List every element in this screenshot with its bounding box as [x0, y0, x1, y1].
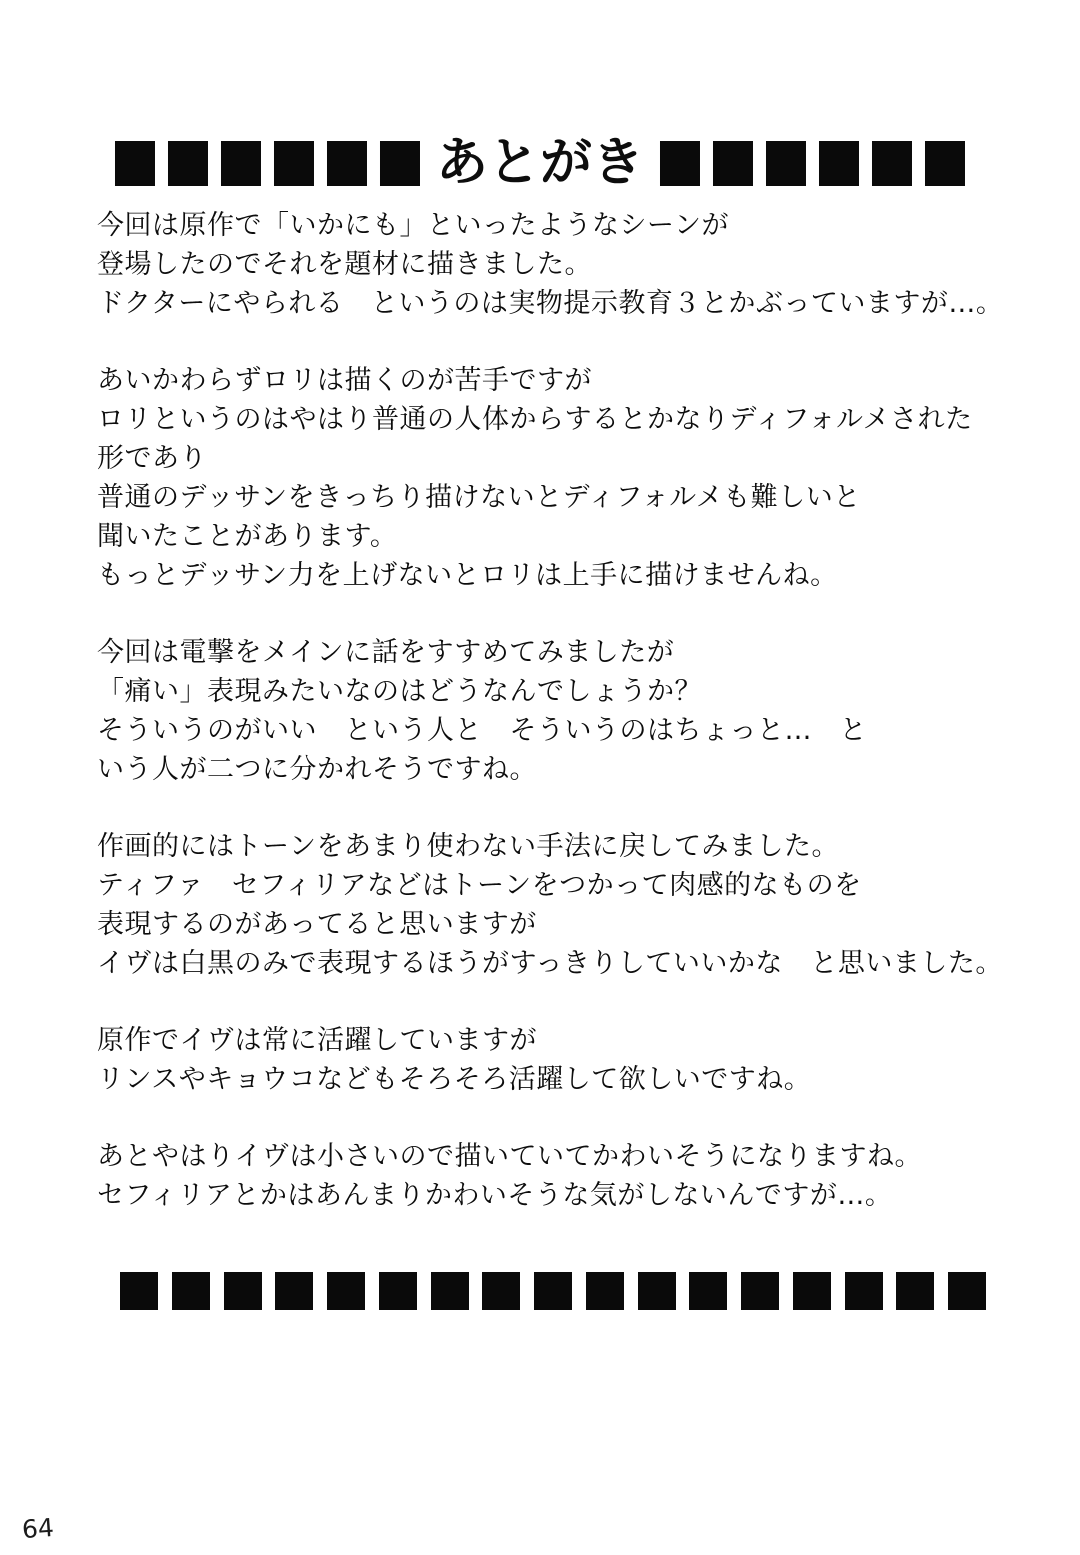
text-line: 原作でイヴは常に活躍していますが [97, 1025, 537, 1056]
page-title: あとがき [435, 133, 645, 193]
black-square-decoration [534, 1272, 572, 1310]
paragraph [97, 206, 1003, 323]
text-line: ドクターにやられる というのは実物提示教育３とかぶっていますが…。 [97, 288, 1004, 319]
paragraph [97, 827, 1003, 983]
black-square-decoration [168, 141, 208, 186]
text-line: ティファ セフィリアなどはトーンをつかって肉感的なものを [97, 870, 862, 901]
black-square-decoration [172, 1272, 210, 1310]
black-square-decoration [925, 141, 965, 186]
black-square-decoration [819, 141, 859, 186]
paragraph [97, 361, 1003, 595]
text-line: 普通のデッサンをきっちり描けないとディフォルメも難しいと [97, 482, 861, 513]
afterword-header [115, 133, 965, 193]
text-line: 聞いたことがあります。 [97, 521, 398, 552]
black-square-decoration [274, 141, 314, 186]
black-square-decoration [845, 1272, 883, 1310]
text-line: 表現するのがあってると思いますが [97, 909, 537, 940]
black-square-decoration [327, 141, 367, 186]
black-square-decoration [120, 1272, 158, 1310]
black-square-decoration [660, 141, 700, 186]
black-square-decoration [275, 1272, 313, 1310]
paragraph [97, 633, 1003, 789]
black-square-decoration [379, 1272, 417, 1310]
black-square-decoration [431, 1272, 469, 1310]
paragraph [97, 1021, 1003, 1099]
text-line: そういうのがいい という人と そういうのはちょっと… と [97, 715, 867, 746]
black-square-decoration [872, 141, 912, 186]
black-square-decoration [896, 1272, 934, 1310]
black-square-decoration [638, 1272, 676, 1310]
black-square-decoration [766, 141, 806, 186]
black-square-decoration [741, 1272, 779, 1310]
black-square-decoration [689, 1272, 727, 1310]
footer-squares [120, 1272, 986, 1310]
text-line: 形であり [97, 443, 207, 474]
afterword-text [97, 206, 1003, 1253]
text-line: 登場したのでそれを題材に描きました。 [97, 249, 592, 280]
paragraph [97, 1137, 1003, 1215]
black-square-decoration [948, 1272, 986, 1310]
text-line: あいかわらずロリは描くのが苦手ですが [97, 365, 592, 396]
header-left-squares [115, 141, 420, 186]
black-square-decoration [221, 141, 261, 186]
text-line: 作画的にはトーンをあまり使わない手法に戻してみました。 [97, 831, 839, 862]
page-number: 64 [21, 1512, 55, 1545]
header-right-squares [660, 141, 965, 186]
text-line: リンスやキョウコなどもそろそろ活躍して欲しいですね。 [97, 1064, 812, 1095]
text-line: セフィリアとかはあんまりかわいそうな気がしないんですが…。 [97, 1180, 893, 1211]
black-square-decoration [586, 1272, 624, 1310]
black-square-decoration [380, 141, 420, 186]
text-line: もっとデッサン力を上げないとロリは上手に描けませんね。 [97, 560, 838, 591]
text-line: イヴは白黒のみで表現するほうがすっきりしていいかな と思いました。 [97, 948, 1003, 979]
black-square-decoration [482, 1272, 520, 1310]
black-square-decoration [115, 141, 155, 186]
black-square-decoration [224, 1272, 262, 1310]
black-square-decoration [793, 1272, 831, 1310]
text-line: 今回は原作で「いかにも」といったようなシーンが [97, 210, 729, 241]
black-square-decoration [327, 1272, 365, 1310]
text-line: ロリというのはやはり普通の人体からするとかなりディフォルメされた [97, 404, 973, 435]
text-line: 「痛い」表現みたいなのはどうなんでしょうか？ [97, 676, 702, 707]
text-line: いう人が二つに分かれそうですね。 [97, 754, 537, 785]
text-line: あとやはりイヴは小さいので描いていてかわいそうになりますね。 [97, 1141, 922, 1172]
text-line: 今回は電撃をメインに話をすすめてみましたが [97, 637, 675, 668]
black-square-decoration [713, 141, 753, 186]
